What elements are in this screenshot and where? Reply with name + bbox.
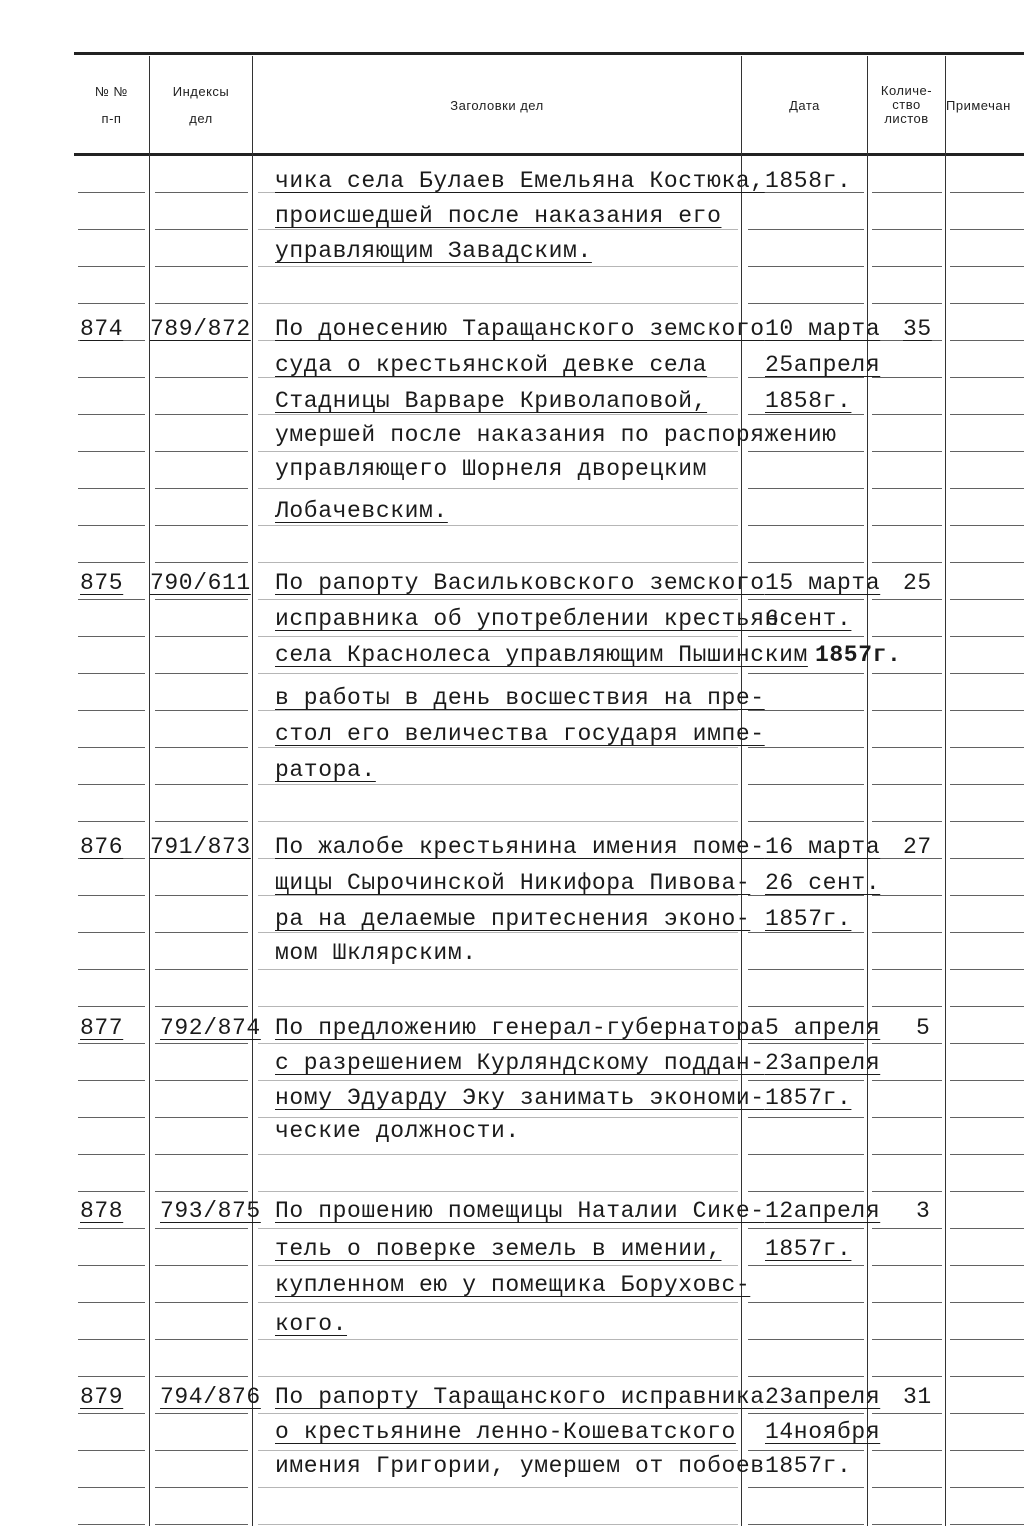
- ruled-line: [78, 895, 145, 896]
- ruled-line: [258, 1154, 738, 1155]
- ruled-line: [872, 969, 942, 970]
- header-date-label: Дата: [789, 97, 820, 113]
- entry-index: 790/611: [150, 570, 251, 596]
- header-top-rule: [74, 52, 1024, 55]
- ruled-line: [78, 1339, 145, 1340]
- ruled-line: [78, 1487, 145, 1488]
- ruled-line: [872, 192, 942, 193]
- ruled-line: [155, 1302, 248, 1303]
- ruled-line: [78, 377, 145, 378]
- ruled-line: [258, 1080, 738, 1081]
- ruled-line: [258, 1006, 738, 1007]
- entry-number: 877: [80, 1015, 124, 1041]
- entry-date-line: 10 марта: [765, 316, 881, 342]
- entry-number: 879: [80, 1384, 124, 1410]
- ruled-line: [78, 488, 145, 489]
- ruled-line: [155, 266, 248, 267]
- ruled-line: [872, 1413, 942, 1414]
- ruled-line: [872, 1339, 942, 1340]
- ruled-line: [950, 192, 1024, 193]
- entry-index: 794/876: [160, 1384, 261, 1410]
- ruled-line: [872, 599, 942, 600]
- header-sheets: [868, 60, 945, 150]
- ruled-line: [78, 414, 145, 415]
- ruled-line: [748, 821, 864, 822]
- ruled-line: [950, 1080, 1024, 1081]
- ruled-line: [872, 747, 942, 748]
- entry-title-line: с разрешением Курляндскому поддан-: [275, 1050, 765, 1076]
- ruled-line: [258, 1191, 738, 1192]
- ruled-line: [78, 1191, 145, 1192]
- ruled-line: [950, 599, 1024, 600]
- ruled-line: [78, 821, 145, 822]
- ruled-line: [258, 1450, 738, 1451]
- ruled-line: [155, 1191, 248, 1192]
- header-number-line2: п-п: [101, 111, 122, 126]
- entry-date-line: 5 апреля: [765, 1015, 881, 1041]
- header-notes-label: Примечан: [946, 97, 1011, 113]
- ruled-line: [872, 266, 942, 267]
- ruled-line: [950, 1524, 1024, 1525]
- ruled-line: [950, 266, 1024, 267]
- column-divider: [867, 56, 868, 1526]
- header-number-line1: № №: [94, 84, 128, 99]
- entry-title-line: По рапорту Васильковского земского: [275, 570, 765, 596]
- ruled-line: [78, 969, 145, 970]
- ruled-line: [258, 599, 738, 600]
- ruled-line: [748, 1154, 864, 1155]
- ruled-line: [748, 1302, 864, 1303]
- entry-number: 878: [80, 1198, 124, 1224]
- entry-title-line: стол его величества государя импе-: [275, 721, 765, 747]
- ruled-line: [258, 1376, 738, 1377]
- ruled-line: [872, 895, 942, 896]
- ruled-line: [748, 229, 864, 230]
- ruled-line: [950, 414, 1024, 415]
- ruled-line: [258, 636, 738, 637]
- header-bottom-rule: [74, 153, 1024, 156]
- ruled-line: [258, 229, 738, 230]
- ruled-line: [872, 229, 942, 230]
- ruled-line: [950, 1154, 1024, 1155]
- ruled-line: [872, 1043, 942, 1044]
- ruled-line: [872, 636, 942, 637]
- entry-date-line: 1857г.: [765, 1085, 852, 1111]
- ruled-line: [78, 1043, 145, 1044]
- ruled-line: [950, 932, 1024, 933]
- ruled-line: [950, 821, 1024, 822]
- ruled-line: [872, 821, 942, 822]
- ruled-line: [155, 1080, 248, 1081]
- ruled-line: [872, 1191, 942, 1192]
- ruled-line: [78, 562, 145, 563]
- ruled-line: [748, 1524, 864, 1525]
- ruled-line: [872, 303, 942, 304]
- ruled-line: [78, 1450, 145, 1451]
- header-index: [150, 60, 252, 150]
- entry-date-line: 23апреля: [765, 1384, 881, 1410]
- ruled-line: [155, 1043, 248, 1044]
- header-sheets-line2: ство: [892, 97, 921, 112]
- header-sheets-line3: листов: [884, 111, 929, 126]
- ruled-line: [748, 488, 864, 489]
- ruled-line: [155, 1006, 248, 1007]
- ruled-line: [258, 821, 738, 822]
- ruled-line: [155, 451, 248, 452]
- ruled-line: [258, 414, 738, 415]
- entry-title-line: исправника об употреблении крестьян: [275, 606, 780, 632]
- continuation-line: управляющим Завадским.: [275, 238, 592, 264]
- ruled-line: [155, 636, 248, 637]
- ruled-line: [748, 414, 864, 415]
- ruled-line: [258, 932, 738, 933]
- entry-title-line: села Краснолеса управляющим Пышинским: [275, 642, 808, 668]
- ruled-line: [258, 747, 738, 748]
- ruled-line: [950, 562, 1024, 563]
- continuation-line: происшедшей после наказания его: [275, 203, 722, 229]
- ruled-line: [950, 1117, 1024, 1118]
- entry-title-line: По жалобе крестьянина имения поме-: [275, 834, 765, 860]
- ruled-line: [872, 1376, 942, 1377]
- column-divider: [149, 56, 150, 1526]
- ruled-line: [155, 1413, 248, 1414]
- ruled-line: [155, 192, 248, 193]
- ruled-line: [258, 303, 738, 304]
- ruled-line: [748, 1487, 864, 1488]
- ruled-line: [155, 1117, 248, 1118]
- ruled-line: [748, 599, 864, 600]
- ruled-line: [78, 1376, 145, 1377]
- header-index-line1: Индексы: [172, 84, 230, 99]
- ruled-line: [950, 858, 1024, 859]
- ruled-line: [258, 451, 738, 452]
- entry-title-line: умершей после наказания по распоряжению: [275, 422, 837, 448]
- ruled-line: [748, 1450, 864, 1451]
- ruled-line: [258, 1413, 738, 1414]
- ruled-line: [950, 1006, 1024, 1007]
- ruled-line: [78, 747, 145, 748]
- entry-title-line: По предложению генерал-губернатора: [275, 1015, 765, 1041]
- ruled-line: [872, 488, 942, 489]
- ruled-line: [155, 821, 248, 822]
- ruled-line: [950, 1265, 1024, 1266]
- ruled-line: [155, 1339, 248, 1340]
- ruled-line: [155, 969, 248, 970]
- ruled-line: [258, 1524, 738, 1525]
- entry-date-line: 1857г.: [765, 1453, 852, 1479]
- ruled-line: [950, 1450, 1024, 1451]
- ruled-line: [258, 488, 738, 489]
- ruled-line: [748, 969, 864, 970]
- ruled-line: [748, 673, 864, 674]
- ruled-line: [872, 1080, 942, 1081]
- entry-title-line: Лобачевским.: [275, 498, 448, 524]
- ruled-line: [748, 525, 864, 526]
- ruled-line: [258, 673, 738, 674]
- entry-sheets: 5: [916, 1015, 931, 1041]
- ruled-line: [155, 1487, 248, 1488]
- ruled-line: [78, 303, 145, 304]
- ruled-line: [748, 747, 864, 748]
- ruled-line: [950, 1339, 1024, 1340]
- ruled-line: [872, 414, 942, 415]
- ruled-line: [155, 1265, 248, 1266]
- ruled-line: [155, 932, 248, 933]
- ruled-line: [872, 1117, 942, 1118]
- entry-sheets: 31: [903, 1384, 932, 1410]
- ruled-line: [872, 784, 942, 785]
- ruled-line: [950, 747, 1024, 748]
- ruled-line: [872, 1006, 942, 1007]
- ruled-line: [748, 562, 864, 563]
- ruled-line: [258, 1043, 738, 1044]
- ruled-line: [155, 747, 248, 748]
- entry-date-line: 26 сент.: [765, 870, 881, 896]
- ruled-line: [258, 1487, 738, 1488]
- header-number: [74, 60, 149, 150]
- header-date: [742, 60, 867, 150]
- ruled-line: [78, 525, 145, 526]
- ruled-line: [872, 1487, 942, 1488]
- entry-title-line: в работы в день восшествия на пре-: [275, 685, 765, 711]
- header-index-line2: дел: [189, 111, 213, 126]
- entry-date-line: 1857г.: [765, 906, 852, 932]
- ruled-line: [950, 1487, 1024, 1488]
- entry-date-line: 1858г.: [765, 388, 852, 414]
- ruled-line: [950, 784, 1024, 785]
- ruled-line: [748, 710, 864, 711]
- ruled-line: [872, 1302, 942, 1303]
- ruled-line: [950, 969, 1024, 970]
- ruled-line: [748, 303, 864, 304]
- entry-date-line: 25апреля: [765, 352, 881, 378]
- entry-title-line: По донесению Таращанского земского: [275, 316, 765, 342]
- ruled-line: [155, 1376, 248, 1377]
- ruled-line: [950, 673, 1024, 674]
- ruled-line: [258, 1339, 738, 1340]
- continuation-line: чика села Булаев Емельяна Костюка,: [275, 168, 765, 194]
- ruled-line: [748, 1043, 864, 1044]
- entry-date-line: 16 марта: [765, 834, 881, 860]
- ruled-line: [748, 1228, 864, 1229]
- ruled-line: [950, 636, 1024, 637]
- ruled-line: [155, 229, 248, 230]
- ruled-line: [155, 710, 248, 711]
- ruled-line: [748, 1191, 864, 1192]
- ruled-line: [748, 636, 864, 637]
- ruled-line: [78, 229, 145, 230]
- ruled-line: [155, 1154, 248, 1155]
- ruled-line: [872, 562, 942, 563]
- entry-title-line: купленном ею у помещика Боруховс-: [275, 1272, 751, 1298]
- ruled-line: [950, 488, 1024, 489]
- header-titles: [253, 60, 741, 150]
- ruled-line: [872, 451, 942, 452]
- ruled-line: [78, 1302, 145, 1303]
- entry-title-line: ратора.: [275, 757, 376, 783]
- ruled-line: [950, 377, 1024, 378]
- ruled-line: [748, 932, 864, 933]
- ruled-line: [155, 488, 248, 489]
- ruled-line: [872, 1450, 942, 1451]
- ruled-line: [950, 895, 1024, 896]
- entry-title-line: мом Шклярским.: [275, 940, 477, 966]
- entry-title-line: По прошению помещицы Наталии Сике-: [275, 1198, 765, 1224]
- entry-title-line: суда о крестьянской девке села: [275, 352, 708, 378]
- ruled-line: [748, 1339, 864, 1340]
- entry-sheets: 3: [916, 1198, 931, 1224]
- ruled-line: [872, 377, 942, 378]
- ruled-line: [78, 1117, 145, 1118]
- ruled-line: [78, 710, 145, 711]
- entry-date-line: 15 марта: [765, 570, 881, 596]
- entry-title-line: ра на делаемые притеснения эконо-: [275, 906, 751, 932]
- ruled-line: [950, 525, 1024, 526]
- ruled-line: [872, 1228, 942, 1229]
- ruled-line: [78, 1524, 145, 1525]
- ruled-line: [748, 451, 864, 452]
- ruled-line: [258, 1228, 738, 1229]
- entry-title-line: кого.: [275, 1311, 348, 1337]
- ruled-line: [155, 1450, 248, 1451]
- ruled-line: [155, 599, 248, 600]
- header-notes: [946, 60, 1024, 150]
- ruled-line: [950, 451, 1024, 452]
- ruled-line: [155, 377, 248, 378]
- ruled-line: [78, 784, 145, 785]
- ruled-line: [78, 451, 145, 452]
- ruled-line: [872, 1265, 942, 1266]
- ruled-line: [258, 525, 738, 526]
- entry-sheets: 35: [903, 316, 932, 342]
- entry-number: 875: [80, 570, 124, 596]
- entry-sheets: 25: [903, 570, 932, 596]
- ruled-line: [78, 932, 145, 933]
- ruled-line: [155, 673, 248, 674]
- entry-date-line: 1857г.: [815, 642, 902, 668]
- entry-title-line: тель о поверке земель в имении,: [275, 1236, 722, 1262]
- ruled-line: [78, 1006, 145, 1007]
- entry-title-line: ному Эдуарду Эку занимать экономи-: [275, 1085, 765, 1111]
- entry-title-line: о крестьянине ленно-Кошеватского: [275, 1419, 736, 1445]
- entry-index: 793/875: [160, 1198, 261, 1224]
- header-sheets-line1: Количе-: [880, 83, 933, 98]
- ruled-line: [258, 1265, 738, 1266]
- entry-title-line: По рапорту Таращанского исправника: [275, 1384, 765, 1410]
- ruled-line: [155, 1228, 248, 1229]
- ruled-line: [950, 710, 1024, 711]
- ruled-line: [78, 673, 145, 674]
- continuation-date: 1858г.: [765, 168, 852, 194]
- ruled-line: [155, 414, 248, 415]
- ruled-line: [258, 266, 738, 267]
- entry-date-line: 12апреля: [765, 1198, 881, 1224]
- entry-date-line: 1857г.: [765, 1236, 852, 1262]
- ruled-line: [78, 1413, 145, 1414]
- ruled-line: [950, 1413, 1024, 1414]
- ruled-line: [258, 784, 738, 785]
- ruled-line: [748, 1265, 864, 1266]
- ruled-line: [748, 1117, 864, 1118]
- entry-number: 876: [80, 834, 124, 860]
- ruled-line: [872, 1154, 942, 1155]
- ruled-line: [950, 1376, 1024, 1377]
- ruled-line: [155, 784, 248, 785]
- column-divider: [741, 56, 742, 1526]
- ruled-line: [950, 229, 1024, 230]
- ruled-line: [155, 895, 248, 896]
- ruled-line: [872, 673, 942, 674]
- ruled-line: [950, 1302, 1024, 1303]
- ruled-line: [258, 969, 738, 970]
- entry-title-line: имения Григории, умершем от побоев: [275, 1453, 765, 1479]
- ruled-line: [155, 525, 248, 526]
- ruled-line: [950, 1228, 1024, 1229]
- ruled-line: [950, 303, 1024, 304]
- ruled-line: [78, 636, 145, 637]
- ruled-line: [872, 525, 942, 526]
- ruled-line: [950, 1191, 1024, 1192]
- ruled-line: [78, 599, 145, 600]
- entry-date-line: 6сент.: [765, 606, 852, 632]
- ruled-line: [78, 266, 145, 267]
- entry-title-line: Стадницы Варваре Криволаповой,: [275, 388, 708, 414]
- ruled-line: [950, 1043, 1024, 1044]
- entry-title-line: ческие должности.: [275, 1118, 520, 1144]
- ruled-line: [748, 1006, 864, 1007]
- entry-index: 792/874: [160, 1015, 261, 1041]
- ruled-line: [748, 1080, 864, 1081]
- ruled-line: [78, 1265, 145, 1266]
- ruled-line: [78, 192, 145, 193]
- ruled-line: [78, 1080, 145, 1081]
- ruled-line: [258, 562, 738, 563]
- column-divider: [945, 56, 946, 1526]
- ruled-line: [78, 1228, 145, 1229]
- ruled-line: [950, 340, 1024, 341]
- ruled-line: [872, 1524, 942, 1525]
- ruled-line: [748, 784, 864, 785]
- ruled-line: [872, 710, 942, 711]
- entry-number: 874: [80, 316, 124, 342]
- ruled-line: [155, 303, 248, 304]
- ruled-line: [748, 1413, 864, 1414]
- ruled-line: [872, 932, 942, 933]
- ruled-line: [155, 1524, 248, 1525]
- entry-title-line: щицы Сырочинской Никифора Пивова-: [275, 870, 751, 896]
- entry-date-line: 14ноября: [765, 1419, 881, 1445]
- column-divider: [252, 56, 253, 1526]
- ruled-line: [258, 1302, 738, 1303]
- entry-index: 791/873: [150, 834, 251, 860]
- ruled-line: [748, 1376, 864, 1377]
- entry-index: 789/872: [150, 316, 251, 342]
- ruled-line: [155, 562, 248, 563]
- entry-title-line: управляющего Шорнеля дворецким: [275, 456, 708, 482]
- ruled-line: [78, 1154, 145, 1155]
- ruled-line: [748, 266, 864, 267]
- entry-date-line: 23апреля: [765, 1050, 881, 1076]
- header-titles-label: Заголовки дел: [450, 97, 544, 113]
- entry-sheets: 27: [903, 834, 932, 860]
